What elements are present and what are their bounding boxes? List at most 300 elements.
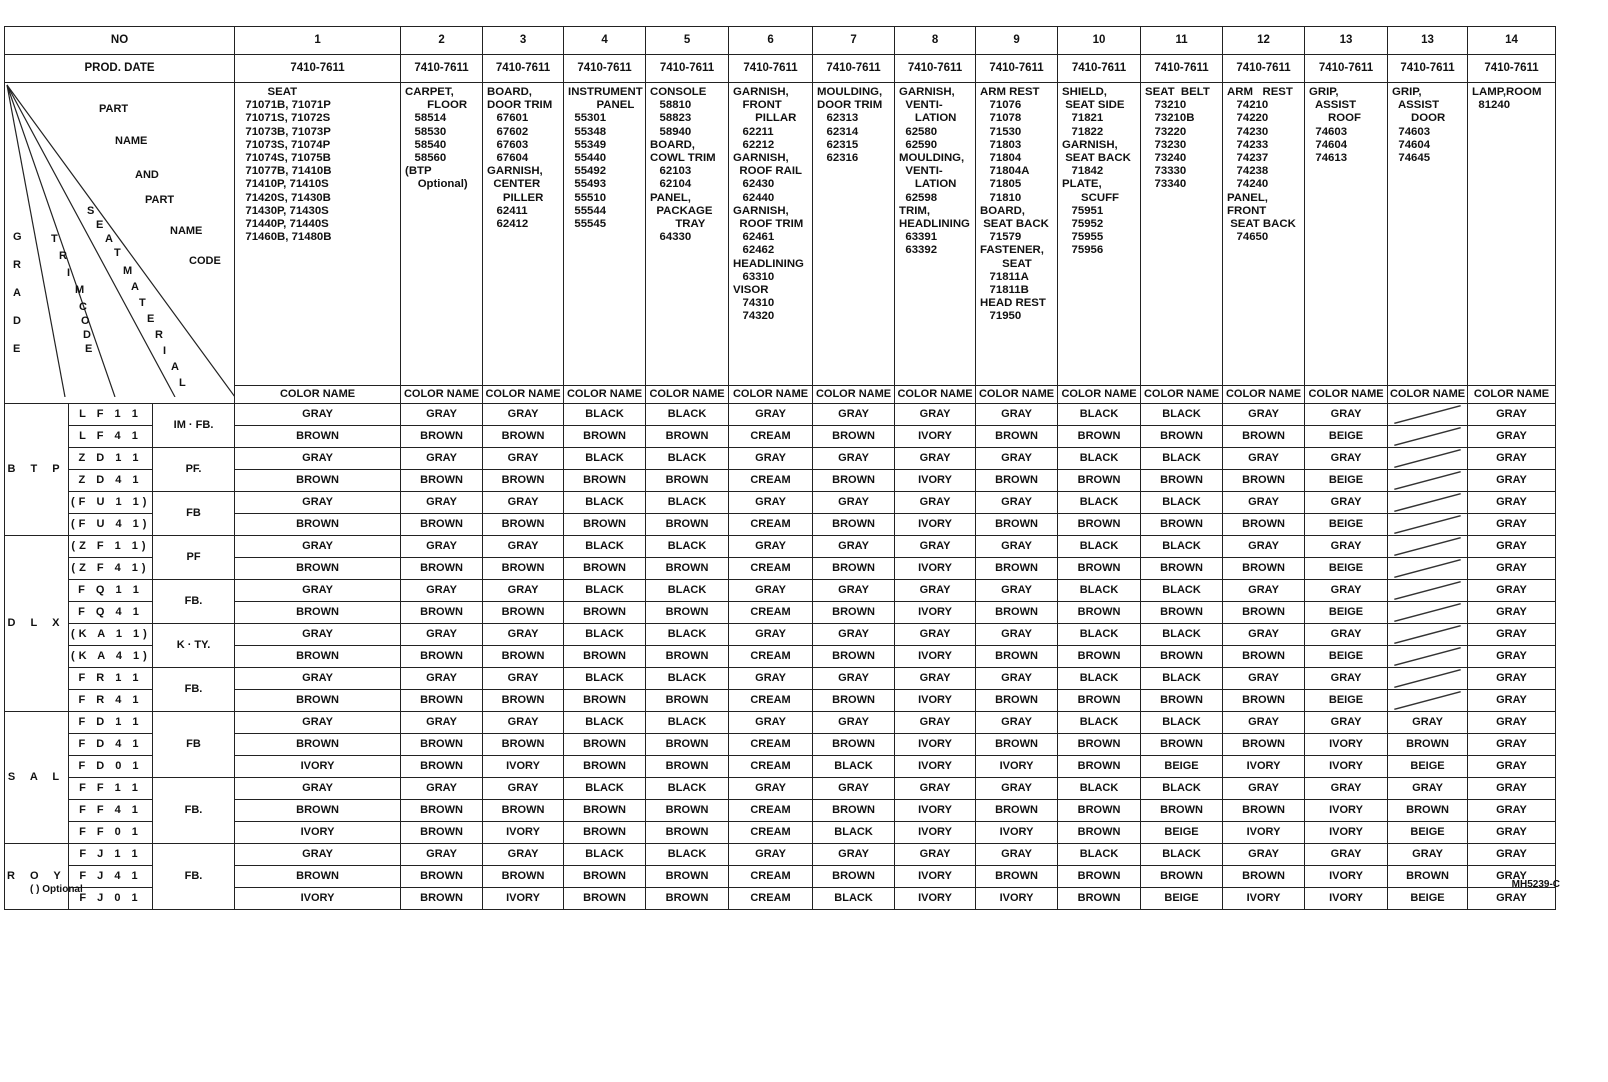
seat-material: K · TY. [153, 624, 235, 668]
corner-label: D [13, 315, 21, 327]
color-cell: GRAY [1468, 888, 1556, 910]
color-cell: BROWN [564, 756, 646, 778]
color-cell: BROWN [1058, 470, 1141, 492]
table-row [5, 822, 1556, 844]
trim-code: F D 1 1 [69, 712, 153, 734]
color-cell: BLACK [564, 492, 646, 514]
color-cell: BLACK [1141, 448, 1223, 470]
color-cell: BROWN [483, 734, 564, 756]
color-cell: BROWN [564, 822, 646, 844]
color-cell: BROWN [1058, 558, 1141, 580]
table-row [5, 426, 1556, 448]
prod-date: 7410-7611 [729, 55, 813, 83]
corner-label: NAME [115, 135, 148, 147]
prod-date: 7410-7611 [1305, 55, 1388, 83]
color-cell: GRAY [1305, 624, 1388, 646]
color-cell: GRAY [1468, 646, 1556, 668]
color-cell: BLACK [1058, 492, 1141, 514]
color-cell: BROWN [401, 822, 483, 844]
color-cell: GRAY [895, 536, 976, 558]
color-cell: GRAY [976, 492, 1058, 514]
corner-label: T [139, 297, 146, 309]
corner-label: R [59, 250, 67, 262]
color-cell: BROWN [646, 470, 729, 492]
part-list: SEAT BELT 73210 73210B 73220 73230 73240 73330 73340 [1141, 83, 1223, 386]
column-number: 12 [1223, 27, 1305, 55]
prod-date: 7410-7611 [895, 55, 976, 83]
document-code: MH5239-C [1511, 879, 1560, 890]
not-applicable-cell [1388, 404, 1468, 426]
trim-code: (F U 1 1) [69, 492, 153, 514]
corner-label: A [105, 233, 113, 245]
color-cell: BLACK [646, 580, 729, 602]
color-cell: GRAY [235, 580, 401, 602]
color-cell: BROWN [1223, 558, 1305, 580]
trim-code: F Q 1 1 [69, 580, 153, 602]
color-cell: GRAY [1468, 580, 1556, 602]
color-name-label: COLOR NAME [976, 386, 1058, 404]
color-cell: BROWN [564, 558, 646, 580]
color-cell: GRAY [895, 492, 976, 514]
color-cell: BROWN [564, 734, 646, 756]
color-cell: GRAY [483, 712, 564, 734]
color-cell: IVORY [976, 888, 1058, 910]
part-list: ARM REST 71076 71078 71530 71803 71804 71804A 71805 71810 BOARD, SEAT BACK 71579 FASTENER, SEAT 71811A 71811B HEAD REST 71950 [976, 83, 1058, 386]
not-applicable-cell [1388, 470, 1468, 492]
color-cell: BROWN [1223, 426, 1305, 448]
corner-label: A [13, 287, 21, 299]
column-number: 14 [1468, 27, 1556, 55]
color-cell: GRAY [1468, 602, 1556, 624]
column-number: 2 [401, 27, 483, 55]
part-list: CARPET, FLOOR 58514 58530 58540 58560 (BTP Optional) [401, 83, 483, 386]
color-cell: BROWN [813, 646, 895, 668]
color-cell: BROWN [564, 800, 646, 822]
color-name-label: COLOR NAME [401, 386, 483, 404]
part-list: LAMP,ROOM 81240 [1468, 83, 1556, 386]
color-cell: BROWN [235, 734, 401, 756]
color-cell: BROWN [1223, 470, 1305, 492]
column-number: 5 [646, 27, 729, 55]
color-cell: GRAY [976, 580, 1058, 602]
part-list: CONSOLE 58810 58823 58940 BOARD, COWL TRIM 62103 62104 PANEL, PACKAGE TRAY 64330 [646, 83, 729, 386]
corner-label: T [114, 247, 121, 259]
color-cell: BLACK [1058, 404, 1141, 426]
color-cell: BROWN [235, 602, 401, 624]
color-cell: GRAY [1468, 404, 1556, 426]
prod-date: 7410-7611 [564, 55, 646, 83]
color-cell: BLACK [564, 448, 646, 470]
color-cell: BEIGE [1141, 888, 1223, 910]
color-cell: GRAY [235, 404, 401, 426]
trim-code: (Z F 1 1) [69, 536, 153, 558]
table-row [5, 756, 1556, 778]
color-cell: BROWN [1058, 756, 1141, 778]
corner-label: I [67, 267, 71, 279]
color-cell: GRAY [976, 448, 1058, 470]
color-cell: BROWN [1223, 646, 1305, 668]
color-cell: GRAY [1305, 404, 1388, 426]
color-cell: CREAM [729, 646, 813, 668]
color-cell: BLACK [564, 668, 646, 690]
color-cell: GRAY [729, 712, 813, 734]
color-cell: GRAY [401, 580, 483, 602]
trim-code: (K A 4 1) [69, 646, 153, 668]
color-cell: CREAM [729, 888, 813, 910]
color-cell: BLACK [564, 624, 646, 646]
trim-color-table [4, 26, 1556, 910]
color-cell: GRAY [1223, 778, 1305, 800]
color-name-label: COLOR NAME [1305, 386, 1388, 404]
corner-label: CODE [189, 255, 221, 267]
color-cell: GRAY [1468, 844, 1556, 866]
column-number: 9 [976, 27, 1058, 55]
corner-label: T [51, 233, 58, 245]
column-number: 6 [729, 27, 813, 55]
trim-code: (Z F 4 1) [69, 558, 153, 580]
seat-material: IM · FB. [153, 404, 235, 448]
trim-code: F J 1 1 [69, 844, 153, 866]
color-cell: BROWN [1388, 866, 1468, 888]
color-cell: BROWN [483, 426, 564, 448]
color-cell: BROWN [1141, 514, 1223, 536]
corner-label: PART [145, 194, 175, 206]
color-cell: BROWN [1058, 888, 1141, 910]
color-cell: GRAY [1305, 580, 1388, 602]
header-date-row [5, 55, 1556, 83]
grade-cell: R O Y [5, 844, 69, 910]
table-row [5, 690, 1556, 712]
corner-label: NAME [170, 225, 203, 237]
color-cell: GRAY [1468, 470, 1556, 492]
color-cell: GRAY [235, 492, 401, 514]
color-cell: BROWN [401, 558, 483, 580]
column-number: 10 [1058, 27, 1141, 55]
color-cell: GRAY [976, 778, 1058, 800]
color-cell: IVORY [895, 734, 976, 756]
color-cell: BLACK [1058, 712, 1141, 734]
color-cell: GRAY [729, 668, 813, 690]
color-cell: GRAY [895, 668, 976, 690]
color-cell: GRAY [895, 404, 976, 426]
color-cell: GRAY [1223, 844, 1305, 866]
color-cell: BROWN [646, 822, 729, 844]
color-cell: BROWN [976, 734, 1058, 756]
color-cell: GRAY [976, 844, 1058, 866]
seat-material: FB. [153, 580, 235, 624]
table-row [5, 492, 1556, 514]
color-cell: GRAY [976, 712, 1058, 734]
color-cell: BROWN [1058, 734, 1141, 756]
color-cell: BROWN [1223, 734, 1305, 756]
color-cell: BROWN [1141, 690, 1223, 712]
color-cell: GRAY [1305, 844, 1388, 866]
color-name-label: COLOR NAME [564, 386, 646, 404]
color-cell: GRAY [401, 844, 483, 866]
color-cell: IVORY [1305, 800, 1388, 822]
color-cell: GRAY [813, 404, 895, 426]
seat-material: FB. [153, 778, 235, 844]
corner-label: A [131, 281, 139, 293]
prod-date: 7410-7611 [1223, 55, 1305, 83]
part-list: ARM REST 74210 74220 74230 74233 74237 74238 74240 PANEL, FRONT SEAT BACK 74650 [1223, 83, 1305, 386]
color-cell: BLACK [1058, 844, 1141, 866]
color-cell: BEIGE [1141, 822, 1223, 844]
color-cell: GRAY [1468, 822, 1556, 844]
not-applicable-cell [1388, 668, 1468, 690]
color-cell: BLACK [564, 778, 646, 800]
trim-code: (K A 1 1) [69, 624, 153, 646]
color-cell: BROWN [813, 470, 895, 492]
color-cell: BLACK [1141, 712, 1223, 734]
color-cell: IVORY [483, 888, 564, 910]
color-name-label: COLOR NAME [729, 386, 813, 404]
color-cell: GRAY [976, 536, 1058, 558]
color-cell: BLACK [1141, 844, 1223, 866]
color-cell: GRAY [235, 624, 401, 646]
color-cell: IVORY [1223, 822, 1305, 844]
color-cell: BROWN [1223, 514, 1305, 536]
color-cell: BLACK [1058, 448, 1141, 470]
color-cell: GRAY [1468, 558, 1556, 580]
not-applicable-cell [1388, 580, 1468, 602]
color-cell: IVORY [1305, 756, 1388, 778]
table-row [5, 712, 1556, 734]
color-cell: BROWN [235, 866, 401, 888]
color-cell: BROWN [976, 470, 1058, 492]
color-cell: BROWN [564, 514, 646, 536]
color-cell: BROWN [1223, 866, 1305, 888]
color-cell: BROWN [646, 734, 729, 756]
color-cell: BROWN [401, 756, 483, 778]
color-cell: BLACK [646, 492, 729, 514]
color-cell: BROWN [1058, 514, 1141, 536]
color-cell: BLACK [1058, 536, 1141, 558]
color-cell: IVORY [895, 866, 976, 888]
color-cell: BROWN [976, 690, 1058, 712]
table-row [5, 602, 1556, 624]
not-applicable-cell [1388, 514, 1468, 536]
color-cell: BEIGE [1305, 690, 1388, 712]
color-cell: CREAM [729, 756, 813, 778]
color-cell: GRAY [235, 778, 401, 800]
color-cell: BROWN [483, 646, 564, 668]
color-cell: GRAY [1468, 668, 1556, 690]
seat-material: PF. [153, 448, 235, 492]
part-list: SEAT 71071B, 71071P 71071S, 71072S 71073B, 71073P 71073S, 71074P 71074S, 71075B 71077B, 71410B 71410P, 71410S 71420S, 71430B 71430P, 71430S 71440P, 71440S 71460B, 71480B [235, 83, 401, 386]
color-cell: GRAY [813, 624, 895, 646]
color-cell: BROWN [483, 470, 564, 492]
color-name-label: COLOR NAME [813, 386, 895, 404]
color-cell: BLACK [646, 536, 729, 558]
color-cell: BROWN [1141, 426, 1223, 448]
color-cell: GRAY [1305, 448, 1388, 470]
color-cell: BROWN [646, 646, 729, 668]
optional-note: ( ) Optional [30, 884, 83, 895]
color-cell: GRAY [813, 844, 895, 866]
not-applicable-cell [1388, 448, 1468, 470]
color-cell: BROWN [564, 426, 646, 448]
color-cell: BROWN [813, 514, 895, 536]
column-number: 13 [1388, 27, 1468, 55]
color-cell: GRAY [729, 844, 813, 866]
column-number: 11 [1141, 27, 1223, 55]
grade-cell: S A L [5, 712, 69, 844]
column-number: 13 [1305, 27, 1388, 55]
color-cell: BROWN [235, 514, 401, 536]
trim-code: F F 1 1 [69, 778, 153, 800]
part-list: MOULDING, DOOR TRIM 62313 62314 62315 62316 [813, 83, 895, 386]
color-name-label: COLOR NAME [1468, 386, 1556, 404]
color-cell: GRAY [1468, 712, 1556, 734]
color-cell: GRAY [1468, 800, 1556, 822]
not-applicable-cell [1388, 558, 1468, 580]
color-cell: GRAY [483, 624, 564, 646]
color-cell: IVORY [895, 514, 976, 536]
color-cell: IVORY [895, 646, 976, 668]
color-cell: BEIGE [1305, 646, 1388, 668]
table-row [5, 514, 1556, 536]
color-cell: IVORY [235, 756, 401, 778]
color-cell: CREAM [729, 800, 813, 822]
grade-cell: D L X [5, 536, 69, 712]
table-row [5, 778, 1556, 800]
color-cell: IVORY [1305, 888, 1388, 910]
color-cell: GRAY [813, 536, 895, 558]
color-cell: GRAY [1468, 734, 1556, 756]
color-cell: BLACK [564, 536, 646, 558]
color-cell: GRAY [1305, 492, 1388, 514]
color-name-label: COLOR NAME [1058, 386, 1141, 404]
color-cell: GRAY [235, 668, 401, 690]
color-cell: BLACK [564, 404, 646, 426]
color-cell: BROWN [646, 800, 729, 822]
color-name-label: COLOR NAME [235, 386, 401, 404]
corner-label: M [75, 284, 85, 296]
color-cell: BROWN [646, 756, 729, 778]
color-cell: BEIGE [1305, 470, 1388, 492]
color-cell: GRAY [401, 668, 483, 690]
color-cell: GRAY [483, 844, 564, 866]
trim-code: L F 4 1 [69, 426, 153, 448]
color-cell: BROWN [401, 734, 483, 756]
color-cell: BROWN [235, 800, 401, 822]
color-cell: IVORY [895, 756, 976, 778]
color-cell: BEIGE [1305, 426, 1388, 448]
color-cell: GRAY [401, 404, 483, 426]
color-name-label: COLOR NAME [483, 386, 564, 404]
color-cell: GRAY [1468, 778, 1556, 800]
color-cell: GRAY [1305, 712, 1388, 734]
color-cell: BROWN [646, 888, 729, 910]
color-cell: IVORY [895, 822, 976, 844]
color-cell: GRAY [1305, 536, 1388, 558]
color-cell: BLACK [1058, 580, 1141, 602]
color-cell: BROWN [646, 558, 729, 580]
trim-code: Z D 4 1 [69, 470, 153, 492]
color-cell: GRAY [976, 668, 1058, 690]
color-cell: BROWN [401, 888, 483, 910]
column-number: 7 [813, 27, 895, 55]
color-cell: GRAY [1468, 756, 1556, 778]
corner-label: I [163, 345, 167, 357]
color-cell: GRAY [1223, 624, 1305, 646]
color-cell: BLACK [813, 822, 895, 844]
color-cell: BROWN [401, 800, 483, 822]
column-number: 1 [235, 27, 401, 55]
color-cell: GRAY [1223, 668, 1305, 690]
color-cell: BEIGE [1141, 756, 1223, 778]
color-cell: BROWN [976, 866, 1058, 888]
not-applicable-cell [1388, 426, 1468, 448]
color-cell: BLACK [1058, 668, 1141, 690]
part-list: GARNISH, VENTI- LATION 62580 62590 MOULDING, VENTI- LATION 62598 TRIM, HEADLINING 63391 63392 [895, 83, 976, 386]
color-cell: GRAY [401, 492, 483, 514]
color-cell: BROWN [1141, 602, 1223, 624]
color-cell: BROWN [1141, 734, 1223, 756]
color-cell: GRAY [976, 624, 1058, 646]
color-cell: GRAY [1468, 866, 1556, 888]
prod-date: 7410-7611 [1141, 55, 1223, 83]
color-cell: BROWN [483, 602, 564, 624]
color-cell: CREAM [729, 734, 813, 756]
trim-code: F F 0 1 [69, 822, 153, 844]
corner-label: S [87, 205, 95, 217]
color-cell: BROWN [401, 426, 483, 448]
color-cell: GRAY [729, 580, 813, 602]
color-cell: GRAY [1388, 844, 1468, 866]
color-cell: GRAY [813, 778, 895, 800]
color-cell: BLACK [564, 580, 646, 602]
color-cell: BROWN [1223, 800, 1305, 822]
color-cell: BROWN [401, 514, 483, 536]
color-cell: GRAY [1468, 514, 1556, 536]
color-cell: BROWN [564, 888, 646, 910]
color-cell: BROWN [976, 514, 1058, 536]
color-cell: GRAY [895, 844, 976, 866]
table-row [5, 580, 1556, 602]
color-cell: GRAY [483, 448, 564, 470]
color-cell: GRAY [401, 448, 483, 470]
color-cell: BROWN [1223, 602, 1305, 624]
color-cell: IVORY [1305, 734, 1388, 756]
color-name-label: COLOR NAME [1223, 386, 1305, 404]
trim-code: F R 1 1 [69, 668, 153, 690]
color-cell: BLACK [646, 448, 729, 470]
color-cell: GRAY [1223, 448, 1305, 470]
color-cell: BROWN [564, 602, 646, 624]
color-cell: GRAY [895, 778, 976, 800]
color-cell: BROWN [235, 470, 401, 492]
color-cell: BROWN [401, 646, 483, 668]
color-cell: GRAY [235, 536, 401, 558]
color-cell: BROWN [564, 646, 646, 668]
color-cell: CREAM [729, 558, 813, 580]
color-cell: CREAM [729, 866, 813, 888]
color-cell: GRAY [1305, 778, 1388, 800]
prod-date: 7410-7611 [813, 55, 895, 83]
color-cell: IVORY [895, 888, 976, 910]
color-cell: IVORY [895, 558, 976, 580]
corner-label: G [13, 231, 22, 243]
color-cell: BROWN [483, 800, 564, 822]
color-cell: GRAY [1468, 448, 1556, 470]
color-cell: BROWN [564, 866, 646, 888]
color-cell: IVORY [895, 800, 976, 822]
color-cell: IVORY [235, 888, 401, 910]
color-cell: GRAY [729, 492, 813, 514]
color-cell: BROWN [646, 602, 729, 624]
